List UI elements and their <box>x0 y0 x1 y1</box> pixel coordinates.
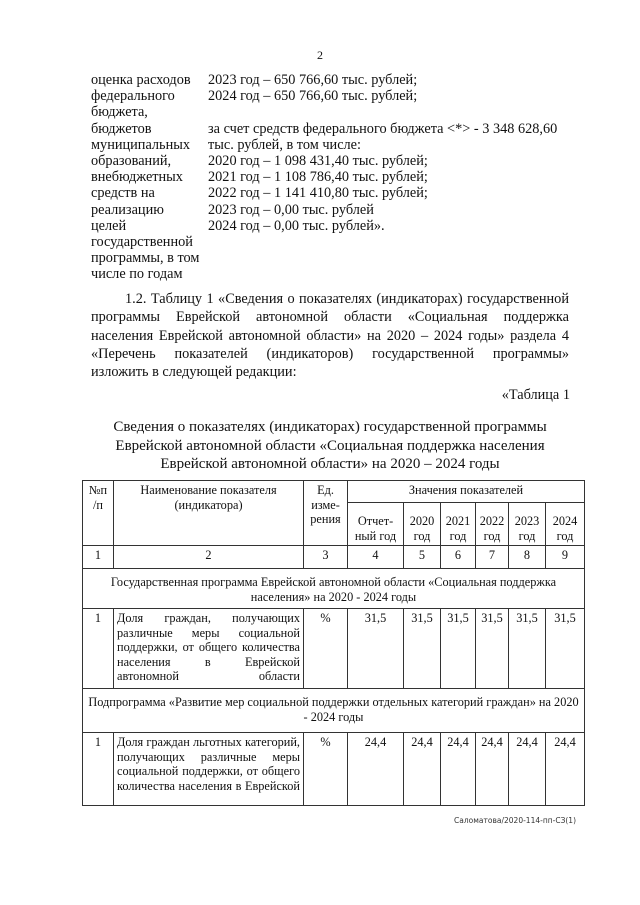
passport-line: федерального <box>91 88 175 105</box>
passport-line: программы, в том <box>91 250 200 267</box>
passport-line: оценка расходов <box>91 72 191 88</box>
passport-line: внебюджетных <box>91 169 183 186</box>
passport-line <box>208 104 588 120</box>
header-unit: Ед. изме-рения <box>304 481 348 546</box>
table-title: Сведения о показателях (индикаторах) государственной программы Еврейской автономной области «Социальная поддержка населения Еврейской автономной области» на 2020 – 2024 годы <box>113 419 547 472</box>
row-indicator-name: Доля граждан, получающих различные меры социальной поддержки, от общего количества населения в Еврейской автономной области <box>114 609 304 689</box>
table-row <box>83 733 585 806</box>
passport-line: 2021 год – 1 108 786,40 тыс. рублей; <box>208 169 428 186</box>
program-row: Государственная программа Еврейской автономной области «Социальная поддержка населения» на 2020 - 2024 годы <box>83 569 585 609</box>
table-row <box>83 609 585 689</box>
row-value: 24,4 <box>404 733 441 806</box>
row-num: 1 <box>83 609 114 689</box>
amendment-paragraph: 1.2. Таблицу 1 «Сведения о показателях (индикаторах) государственной программы Еврейской автономной области «Социальная поддержка населения Еврейской автономной области» на 2020 – 2024 годы» раздела 4 «Перечень показателей (индикаторов) государственной программы» изложить в следующей редакции: <box>91 291 569 381</box>
row-value: 31,5 <box>476 609 509 689</box>
passport-line: 2020 год – 1 098 431,40 тыс. рублей; <box>208 152 428 169</box>
col-number: 4 <box>348 546 404 569</box>
passport-line: бюджетов <box>91 120 152 137</box>
passport-left-column <box>91 72 211 282</box>
header-num: №п /п <box>83 481 114 546</box>
row-value: 24,4 <box>441 733 476 806</box>
row-num: 1 <box>83 733 114 806</box>
header-year: 2022 год <box>476 503 509 546</box>
col-number: 2 <box>114 546 304 569</box>
col-number: 7 <box>476 546 509 569</box>
passport-line: 2023 год – 650 766,60 тыс. рублей; <box>208 72 418 88</box>
col-number: 9 <box>546 546 585 569</box>
row-value: 31,5 <box>509 609 546 689</box>
passport-line: числе по годам <box>91 266 183 283</box>
row-value: 24,4 <box>546 733 585 806</box>
page-number: 2 <box>317 48 323 62</box>
header-name: Наименование показателя (индикатора) <box>114 481 304 546</box>
row-value: 24,4 <box>348 733 404 806</box>
passport-line: за счет средств федерального бюджета <*> - 3 348 628,60 <box>208 120 558 137</box>
passport-line: реализацию <box>91 201 164 218</box>
table-reference: «Таблица 1 <box>501 387 570 403</box>
passport-line: 2023 год – 0,00 тыс. рублей <box>208 201 374 218</box>
header-year: 2020 год <box>404 503 441 546</box>
passport-line: 2022 год – 1 141 410,80 тыс. рублей; <box>208 185 428 202</box>
document-footer-code: Саломатова/2020-114-пп-СЗ(1) <box>454 816 576 825</box>
row-value: 31,5 <box>441 609 476 689</box>
row-value: 31,5 <box>404 609 441 689</box>
row-value: 31,5 <box>348 609 404 689</box>
passport-line: 2024 год – 650 766,60 тыс. рублей; <box>208 88 418 105</box>
passport-line: средств на <box>91 185 155 202</box>
header-year: 2021 год <box>441 503 476 546</box>
row-unit: % <box>304 733 348 806</box>
passport-line: образований, <box>91 152 172 169</box>
passport-line: государственной <box>91 233 193 250</box>
passport-line: 2024 год – 0,00 тыс. рублей». <box>208 217 385 234</box>
passport-line: целей <box>91 217 127 234</box>
header-year: 2023 год <box>509 503 546 546</box>
header-year: Отчет-ный год <box>348 503 404 546</box>
passport-line: тыс. рублей, в том числе: <box>208 136 361 153</box>
subprogram-row: Подпрограмма «Развитие мер социальной поддержки отдельных категорий граждан» на 2020 - 2024 годы <box>83 689 585 733</box>
row-value: 24,4 <box>476 733 509 806</box>
row-unit: % <box>304 609 348 689</box>
col-number: 1 <box>83 546 114 569</box>
row-value: 31,5 <box>546 609 585 689</box>
col-number: 6 <box>441 546 476 569</box>
row-value: 24,4 <box>509 733 546 806</box>
passport-line: муниципальных <box>91 136 190 153</box>
col-number: 8 <box>509 546 546 569</box>
col-number: 5 <box>404 546 441 569</box>
row-indicator-name: Доля граждан льготных категорий, получающих различные меры социальной поддержки, от общего количества населения в Еврейской <box>114 733 304 806</box>
header-values: Значения показателей <box>348 481 585 503</box>
indicators-table <box>82 480 585 806</box>
column-number-row <box>83 546 585 569</box>
col-number: 3 <box>304 546 348 569</box>
passport-right-column <box>208 72 588 234</box>
passport-line: бюджета, <box>91 104 148 121</box>
header-year: 2024 год <box>546 503 585 546</box>
